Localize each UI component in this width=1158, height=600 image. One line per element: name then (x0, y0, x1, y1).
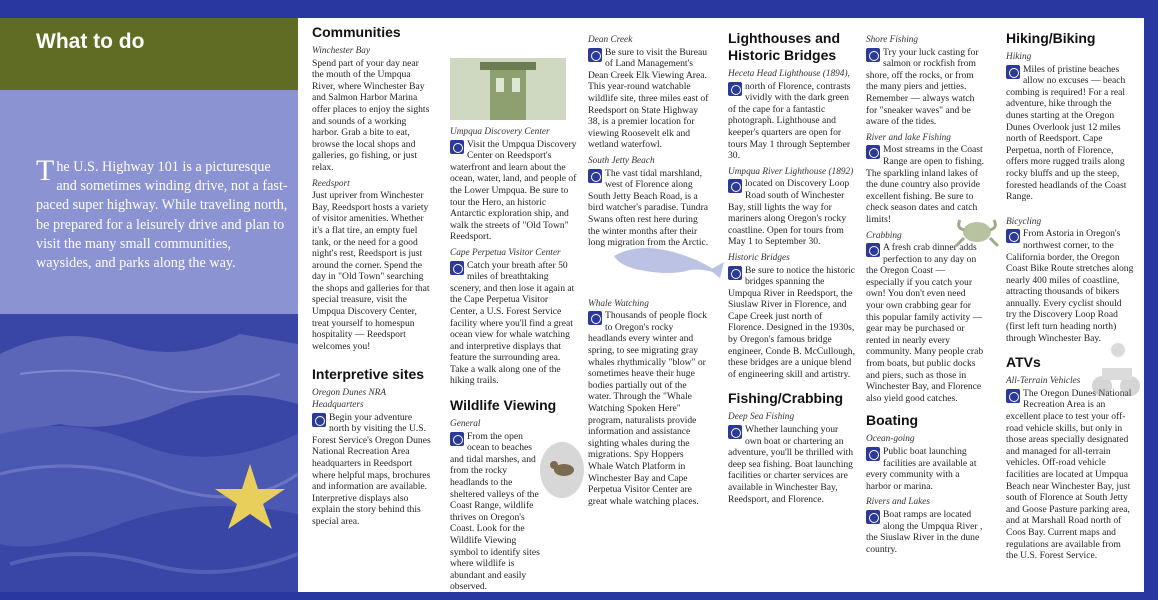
text-umpqua-lighthouse: located on Discovery Loop Road south of Winchester Bay, still lights the way for mariners along Oregon's rocky coastline. Open for tours from May 1 to September 30. (728, 178, 850, 248)
sub-south-jetty: South Jetty Beach (588, 155, 655, 166)
text-river-lake: Most streams in the Coast Range are open to fishing. The sparkling inland lakes of the dune country also provide excellent fishing. Be sure to check season dates and catch limits! (866, 144, 984, 225)
lighthouse-icon (728, 179, 742, 193)
sub-reedsport: Reedsport (312, 178, 350, 189)
sub-hiking: Hiking (1006, 52, 1032, 62)
heading-atvs: ATVs (1006, 354, 1041, 371)
atv-icon (1006, 389, 1020, 403)
intro-body: he U.S. Highway 101 is a picturesque and sometimes winding drive, not a fast-paced super highway. While traveling north, be prepared for a leisurely drive and plan to visit the many small communities, waysides, and parks along the way. (36, 159, 288, 272)
sub-historic-bridges: Historic Bridges (728, 252, 790, 263)
binoculars-icon (450, 432, 464, 446)
text-rivers-lakes: Boat ramps are located along the Umpqua River , the Siuslaw River in the dune country. (866, 508, 983, 555)
sub-cape-perpetua: Cape Perpetua Visitor Center (450, 247, 561, 258)
text-umpqua-discovery: Visit the Umpqua Discovery Center on Reedsport's waterfront and learn about the ocean, water, land, and people of the Lower Umpqua. Be sure to tour the Hero, an historic Antarctic exploration ship, and walk the streets of "Old Town" Reedsport. (450, 138, 577, 243)
text-cape-perpetua: Catch your breath after 50 miles of breathtaking scenery, and then lose it again at the Cape Perpetua Visitor Center, a U.S. Forest Service facility where you'll find a great ocean view for whale watching and interpretive displays that feature the surrounding area. Take a walk along one of the hiking trails. (450, 259, 575, 387)
left-panel (0, 18, 298, 592)
text-odnra: Begin your adventure north by visiting the U.S. Forest Service's Oregon Dunes National Recreation Area headquarters in Reedsport where helpful maps, brochures and information are available. Interpretive displays also explain the story behind this special area. (312, 411, 431, 527)
crab-icon (866, 243, 880, 257)
text-winchester-bay: Spend part of your day near the mouth of the Umpqua River, where Winchester Bay and Salmon Harbor Marina offer places to enjoy the sights and sounds of a working harbor. Grab a bite to eat, browse the local shops and galleries, go fishing, or just relax. (312, 57, 430, 173)
coastline-photo (0, 314, 298, 592)
sub-crabbing: Crabbing (866, 230, 902, 241)
binoculars-icon (588, 48, 602, 62)
column-lighthouses (728, 24, 856, 507)
text-dean-creek: Be sure to visit the Bureau of Land Management's Dean Creek Elk Viewing Area. This year-round watchable wildlife site, three miles east of Reedsport on State Highway 38, is a premier location for viewing Roosevelt elk and wetland waterfowl. (588, 46, 709, 151)
text-general: From the open ocean to beaches and tidal marshes, and from the rocky headlands to the sheltered valleys of the Coast Range, wildlife thrives on Oregon's Coast. Look for the Wildlife Viewing symbol to identify sites where wildlife is abundant and easily observed. (450, 430, 540, 593)
column-interpretive (450, 122, 578, 595)
hiker-icon (1006, 65, 1020, 79)
page-title: What to do (36, 30, 145, 53)
text-crabbing: A fresh crab dinner adds perfection to any day on the Oregon Coast — especially if you catch your own! You don't even need your own crabbing gear for this popular family activity — gear may be purchased or rented in nearly every community. Many people crab from boats, but public docks and piers, such as those in Winchester Bay, and Florence also yield good catches. (866, 242, 984, 404)
intro-text (36, 154, 290, 273)
bottom-border (0, 592, 1158, 600)
text-heceta-head: north of Florence, contrasts vividly with the dark green of the cape for a fantastic photograph. Lighthouse and keeper's quarters are open for tours May 1 through September 30. (728, 80, 851, 162)
crab-illustration (954, 208, 1000, 254)
atv-rider-illustration (1090, 330, 1140, 400)
text-whale-watching: Thousands of people flock to Oregon's rocky headlands every winter and spring, to see migrating gray whales rhythmically "blow" or sometimes heave their huge bodies partially out of the water. Through the "Whale Watching Spoken Here" program, naturalists provide information and assistance sighting whales during the migrations. Spy Hoppers Whale Watch Platform in Winchester Bay and Cape Perpetua Visitor Center are great whale watching places. (588, 310, 708, 507)
boat-ramp-icon (866, 510, 880, 524)
heading-communities: Communities (312, 24, 401, 40)
sub-deep-sea: Deep Sea Fishing (728, 412, 795, 423)
top-border (0, 0, 1158, 18)
info-icon (312, 413, 326, 427)
text-bicycling: From Astoria in Oregon's northwest corner, to the California border, the Oregon Coast Bike Route stretches along nearly 400 miles of coastline, attracting thousands of bikers annually. Every cyclist should try the Discovery Loop Road (first left turn heading north) through Winchester Bay. (1006, 228, 1134, 344)
sub-river-lake: River and lake Fishing (866, 132, 951, 143)
sub-odnra: Oregon Dunes NRA Headquarters (312, 388, 386, 411)
text-shore-fishing: Try your luck casting for salmon or rockfish from shore, off the rocks, or from the many piers and jetties. Remember — always watch for "sneaker waves" and be aware of the tides. (866, 46, 979, 128)
boat-icon (866, 447, 880, 461)
intro-dropcap: T (36, 154, 55, 187)
info-icon (450, 140, 464, 154)
lighthouse-building-illustration (450, 58, 566, 120)
sub-atv: All-Terrain Vehicles (1006, 376, 1081, 387)
sub-ocean-going: Ocean-going (866, 434, 915, 445)
sub-dean-creek: Dean Creek (588, 35, 633, 45)
boat-icon (728, 425, 742, 439)
heading-fishing-crabbing: Fishing/Crabbing (728, 390, 844, 407)
sub-umpqua-lighthouse: Umpqua River Lighthouse (1892) (728, 166, 854, 177)
column-fishing (866, 30, 984, 557)
text-hiking: Miles of pristine beaches allow no excuses — beach combing is required! For a real adventure, hike through the dunes starting at the Oregon Dunes Overlook just 12 miles north of Reedsport. Cape Perpetua, north of Florence, offers more rugged trails along rocky bluffs and up the steep, forested headlands of the Coast Range. (1006, 63, 1127, 203)
sub-rivers-lakes: Rivers and Lakes (866, 497, 931, 508)
title-bar (0, 18, 298, 90)
bridge-icon (728, 266, 742, 280)
sub-shore-fishing: Shore Fishing (866, 35, 919, 45)
text-ocean-going: Public boat launching facilities are available at every community with a harbor or marina. (866, 446, 977, 492)
fishing-icon (866, 48, 880, 62)
sub-winchester-bay: Winchester Bay (312, 46, 371, 56)
whale-icon (588, 311, 602, 325)
text-historic-bridges: Be sure to notice the historic bridges spanning the Umpqua River in Reedsport, the Siuslaw River in Florence, and Cape Creek just north of Florence. Designed in the 1930s, by Oregon's famous bridge engineer, Conde B. McCullough, these bridges are a unique blend of engineering skill and artistry. (728, 264, 856, 380)
heading-wildlife-viewing: Wildlife Viewing (450, 397, 557, 414)
right-border (1144, 0, 1158, 600)
text-deep-sea: Whether launching your own boat or chartering an adventure, you'll be thrilled with deep sea fishing. Boat launching facilities or charter services are available in Winchester Bay, Reedsport, and Florence. (728, 424, 854, 505)
sub-whale-watching: Whale Watching (588, 298, 649, 309)
fishing-icon (866, 145, 880, 159)
sub-heceta-head: Heceta Head Lighthouse (1894), (728, 69, 850, 79)
whale-illustration (610, 236, 726, 286)
column-communities (312, 24, 432, 530)
sub-general: General (450, 419, 481, 430)
heading-boating: Boating (866, 412, 919, 429)
sub-umpqua-discovery: Umpqua Discovery Center (450, 127, 550, 137)
text-atv: The Oregon Dunes National Recreation Area is an excellent place to test your off-road vehicle skills, but only in those areas specially designated and managed for all-terrain vehicles. Off-road vehicle facilities are located at Umpqua Beach near Winchester Bay, just south of Florence at South Jetty and Goose Pasture parking area, and at Marshall Road north of Coos Bay. Current maps and regulations are available from the U.S. Forest Service. (1006, 387, 1132, 562)
heading-interpretive-sites: Interpretive sites (312, 366, 425, 383)
heading-hiking-biking: Hiking/Biking (1006, 30, 1096, 46)
heading-lighthouses: Lighthouses and Historic Bridges (728, 30, 840, 63)
text-reedsport: Just upriver from Winchester Bay, Reedsport hosts a variety of visitor amenities. Whether it's a flat tire, an empty fuel tank, or the need for a good night's rest, Reedsport is just around the corner. Spend the day in "Old Town" searching the shops and galleries for that special treasure, visit the Umpqua Discovery Center, treat yourself to homespun hospitality — Reedsport welcomes you! (312, 190, 430, 352)
bicycle-icon (1006, 229, 1020, 243)
info-icon (450, 261, 464, 275)
sub-bicycling: Bicycling (1006, 216, 1042, 227)
lighthouse-icon (728, 82, 742, 96)
binoculars-icon (588, 169, 602, 183)
shorebird-photo (540, 440, 584, 500)
text-south-jetty: The vast tidal marshland, west of Florence along South Jetty Beach Road, is a bird watcher's paradise. Tundra Swans often rest here during the winter months after their long migration from the Arctic. (588, 167, 709, 249)
column-hiking (1006, 24, 1134, 564)
